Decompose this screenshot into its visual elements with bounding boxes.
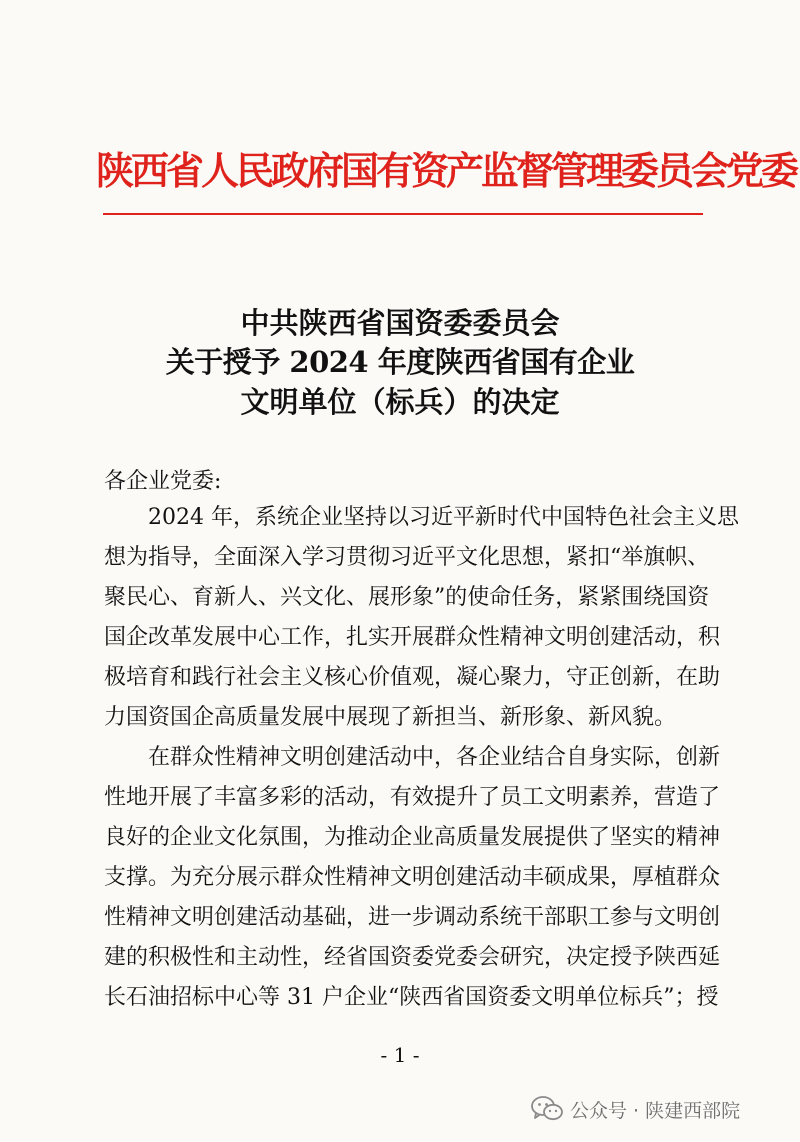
paragraph-2-line: 建的积极性和主动性，经省国资委党委会研究，决定授予陕西延	[104, 945, 721, 970]
paragraph-2-line: 性地开展了丰富多彩的活动，有效提升了员工文明素养，营造了	[104, 785, 721, 810]
document-title-line-2: 关于授予 2024 年度陕西省国有企业	[165, 345, 635, 379]
paragraph-2-line: 性精神文明创建活动基础，进一步调动系统干部职工参与文明创	[104, 905, 721, 930]
paragraph-1-line: 力国资国企高质量发展中展现了新担当、新形象、新风貌。	[104, 705, 677, 730]
document-title-line-3: 文明单位（标兵）的决定	[240, 385, 560, 419]
paragraph-1-line: 国企改革发展中心工作，扎实开展群众性精神文明创建活动，积	[104, 625, 721, 650]
paragraph-1-line: 极培育和践行社会主义核心价值观，凝心聚力，守正创新，在助	[104, 665, 721, 690]
watermark-label: 公众号 · 陕建西部院	[570, 1099, 741, 1122]
account-watermark	[530, 1092, 740, 1126]
page-number: - 1 -	[380, 1043, 420, 1067]
paragraph-1-line: 想为指导，全面深入学习贯彻习近平文化思想，紧扣“举旗帜、	[104, 545, 710, 570]
paragraph-2-line: 长石油招标中心等 31 户企业“陕西省国资委文明单位标兵”；授	[104, 985, 719, 1010]
paragraph-1-line: 聚民心、育新人、兴文化、展形象”的使命任务，紧紧围绕国资	[104, 585, 710, 610]
header-red-rule	[103, 213, 703, 215]
document-title-line-1: 中共陕西省国资委委员会	[240, 306, 560, 340]
paragraph-2-line: 支撑。为充分展示群众性精神文明创建活动丰硕成果，厚植群众	[104, 865, 721, 890]
wechat-icon	[530, 1095, 564, 1123]
salutation: 各企业党委:	[104, 469, 222, 494]
paragraph-1-line: 2024 年，系统企业坚持以习近平新时代中国特色社会主义思	[148, 505, 739, 530]
paragraph-2-line: 良好的企业文化氛围，为推动企业高质量发展提供了坚实的精神	[104, 825, 721, 850]
paragraph-2-line: 在群众性精神文明创建活动中，各企业结合自身实际，创新	[148, 745, 721, 770]
issuing-organization-header: 陕西省人民政府国有资产监督管理委员会党委	[96, 148, 797, 193]
